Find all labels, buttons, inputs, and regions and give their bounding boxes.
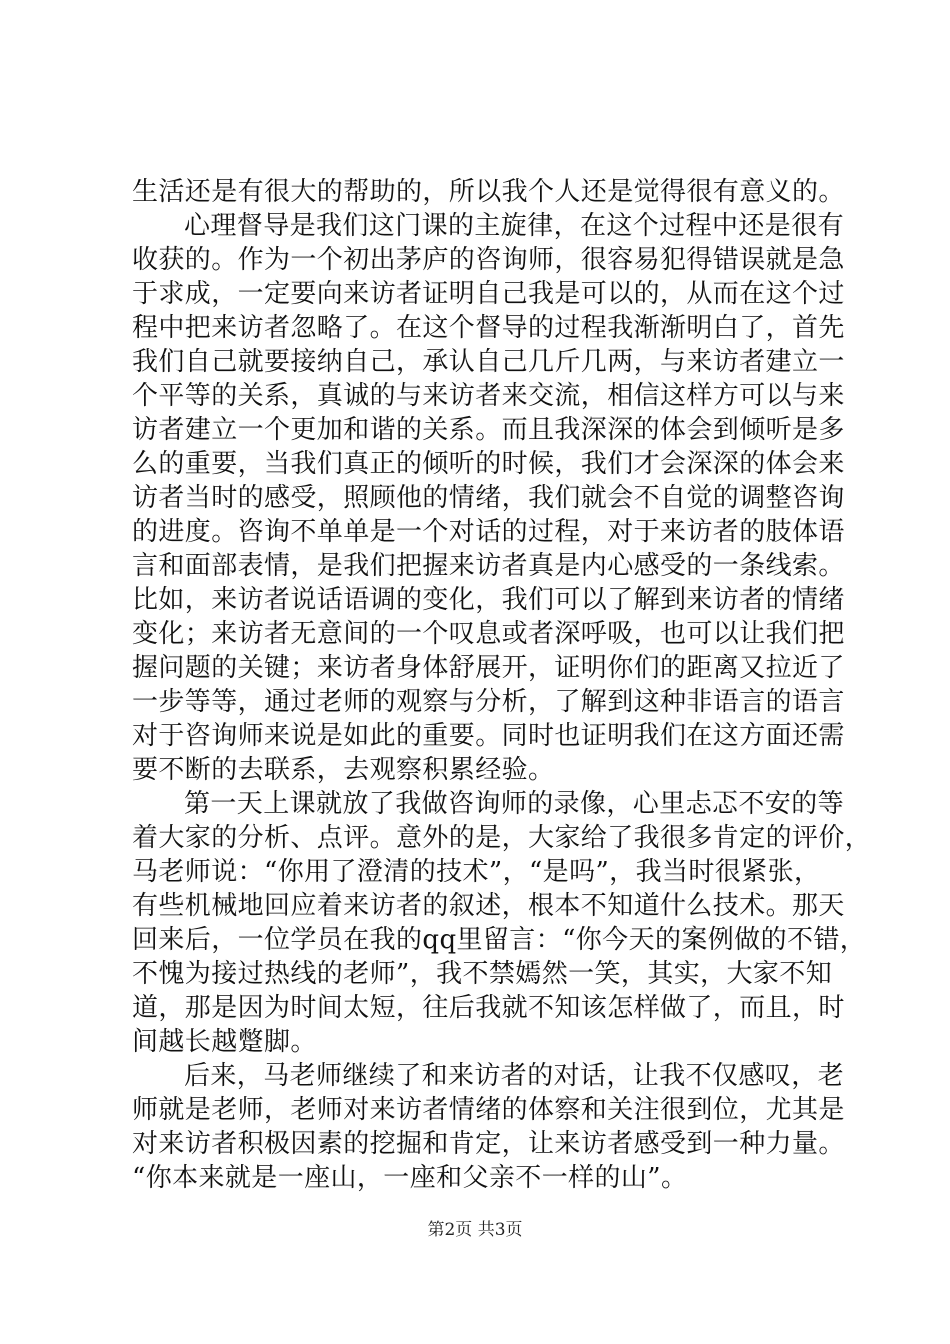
text-line: 对于咨询师来说是如此的重要。同时也证明我们在这方面还需 <box>132 721 845 751</box>
text-line: 我们自己就要接纳自己，承认自己几斤几两，与来访者建立一 <box>132 347 845 377</box>
text-line: 程中把来访者忽略了。在这个督导的过程我渐渐明白了，首先 <box>132 313 845 343</box>
text-line: 的进度。咨询不单单是一个对话的过程，对于来访者的肢体语 <box>132 517 845 547</box>
text-line: 对来访者积极因素的挖掘和肯定，让来访者感受到一种力量。 <box>132 1129 845 1159</box>
text-line: 握问题的关键；来访者身体舒展开，证明你们的距离又拉近了 <box>132 653 845 683</box>
text-line: 第一天上课就放了我做咨询师的录像，心里忐忑不安的等 <box>184 789 845 819</box>
text-line: 个平等的关系，真诚的与来访者来交流，相信这样方可以与来 <box>132 381 845 411</box>
text-line: 言和面部表情，是我们把握来访者真是内心感受的一条线索。 <box>132 551 845 581</box>
text-line: 生活还是有很大的帮助的，所以我个人还是觉得很有意义的。 <box>132 177 845 207</box>
text-line: 后来，马老师继续了和来访者的对话，让我不仅感叹，老 <box>184 1061 845 1091</box>
text-line: 访者建立一个更加和谐的关系。而且我深深的体会到倾听是多 <box>132 415 845 445</box>
text-line: 比如，来访者说话语调的变化，我们可以了解到来访者的情绪 <box>132 585 845 615</box>
text-line: 访者当时的感受，照顾他的情绪，我们就会不自觉的调整咨询 <box>132 483 845 513</box>
text-line: 着大家的分析、点评。意外的是，大家给了我很多肯定的评价， <box>132 823 872 853</box>
text-line: 要不断的去联系，去观察积累经验。 <box>132 755 555 785</box>
text-line: 于求成，一定要向来访者证明自己我是可以的，从而在这个过 <box>132 279 845 309</box>
text-line: 有些机械地回应着来访者的叙述，根本不知道什么技术。那天 <box>132 891 845 921</box>
text-line: “你本来就是一座山，一座和父亲不一样的山”。 <box>132 1163 688 1193</box>
page-footer: 第2页 共3页 <box>427 1220 523 1240</box>
text-line: 么的重要，当我们真正的倾听的时候，我们才会深深的体会来 <box>132 449 845 479</box>
text-line: 一步等等，通过老师的观察与分析，了解到这种非语言的语言 <box>132 687 845 717</box>
text-line: 马老师说：“你用了澄清的技术”，“是吗”，我当时很紧张， <box>132 857 821 887</box>
text-line: 心理督导是我们这门课的主旋律，在这个过程中还是很有 <box>184 211 845 241</box>
text-line: 变化；来访者无意间的一个叹息或者深呼吸，也可以让我们把 <box>132 619 845 649</box>
text-line: 回来后，一位学员在我的qq里留言：“你今天的案例做的不错， <box>132 925 867 955</box>
text-line: 收获的。作为一个初出茅庐的咨询师，很容易犯得错误就是急 <box>132 245 845 275</box>
text-line: 师就是老师，老师对来访者情绪的体察和关注很到位，尤其是 <box>132 1095 845 1125</box>
text-line: 间越长越蹩脚。 <box>132 1027 317 1057</box>
text-line: 不愧为接过热线的老师”，我不禁嫣然一笑，其实，大家不知 <box>132 959 833 989</box>
text-line: 道，那是因为时间太短，往后我就不知该怎样做了，而且，时 <box>132 993 845 1023</box>
